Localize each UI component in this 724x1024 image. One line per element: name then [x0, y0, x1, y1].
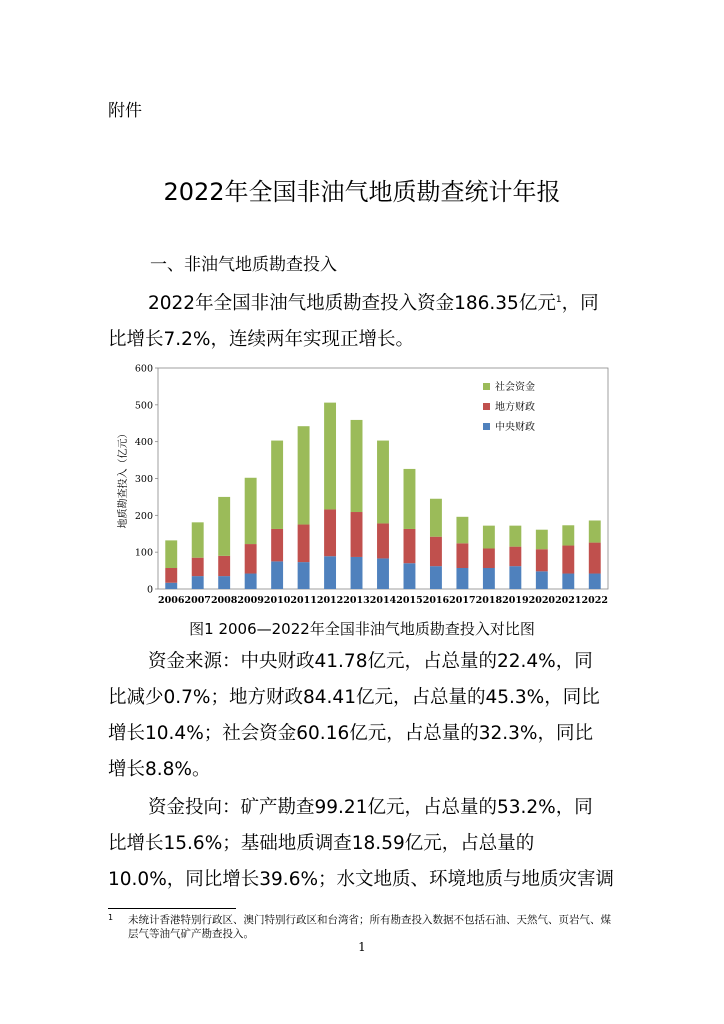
- bar-segment: [324, 403, 336, 510]
- bar-segment: [165, 583, 177, 589]
- bar-segment: [377, 523, 389, 558]
- x-tick-label: 2016: [422, 595, 450, 606]
- y-tick-label: 200: [134, 510, 153, 522]
- bar-segment: [456, 543, 468, 568]
- bar-segment: [271, 529, 283, 561]
- bar-segment: [324, 556, 336, 589]
- paragraph-line: 比减少0.7%；地方财政84.41亿元，占总量的45.3%，同比: [108, 687, 600, 708]
- bar-segment: [165, 568, 177, 583]
- paragraph-line: 比增长15.6%；基础地质调查18.59亿元，占总量的: [108, 833, 535, 854]
- bar-segment: [483, 548, 495, 568]
- bar-segment: [324, 509, 336, 556]
- bar-segment: [430, 499, 442, 537]
- bar-segment: [404, 529, 416, 563]
- section-heading: 一、非油气地质勘查投入: [150, 255, 337, 275]
- bar-segment: [271, 561, 283, 589]
- y-tick-label: 500: [134, 400, 153, 412]
- legend-swatch: [483, 423, 490, 430]
- bar-segment: [218, 556, 230, 576]
- attachment-label: 附件: [108, 101, 142, 121]
- paragraph-line: [108, 282, 616, 322]
- bar-segment: [589, 520, 601, 542]
- bar-segment: [562, 525, 574, 545]
- bar-segment: [271, 441, 283, 529]
- bar-segment: [377, 558, 389, 589]
- paragraph-line: 资金来源：中央财政41.78亿元，占总量的22.4%，同: [148, 651, 593, 672]
- bar-segment: [589, 543, 601, 574]
- bar-segment: [298, 525, 310, 563]
- total-investment-text: 2022年全国非油气地质勘查投入资金186.35亿元: [148, 293, 556, 315]
- footnote: [108, 913, 618, 941]
- figure-caption: 图1 2006—2022年全国非油气地质勘查投入对比图: [189, 620, 535, 638]
- bar-segment: [218, 576, 230, 589]
- bar-segment: [483, 526, 495, 549]
- bar-segment: [430, 566, 442, 589]
- x-tick-label: 2019: [502, 595, 529, 606]
- paragraph-funding-allocation: [108, 790, 616, 898]
- bar-segment: [562, 574, 574, 589]
- x-tick-label: 2020: [528, 595, 556, 606]
- x-tick-label: 2018: [475, 595, 503, 606]
- legend-swatch: [483, 383, 490, 390]
- x-tick-label: 2012: [316, 595, 344, 606]
- footnote-reference: 1: [555, 295, 562, 305]
- y-tick-label: 300: [134, 474, 153, 485]
- x-tick-label: 2009: [237, 595, 264, 606]
- x-tick-label: 2010: [263, 595, 291, 606]
- x-tick-label: 2021: [555, 595, 582, 606]
- bar-segment: [165, 540, 177, 568]
- bar-segment: [509, 566, 521, 589]
- legend-swatch: [483, 403, 490, 410]
- bar-segment: [351, 420, 363, 512]
- paragraph-line: 增长10.4%；社会资金60.16亿元，占总量的32.3%，同比: [108, 723, 594, 744]
- bar-segment: [483, 568, 495, 589]
- bar-segment: [536, 549, 548, 571]
- bar-segment: [218, 497, 230, 556]
- legend-label: 地方财政: [495, 402, 535, 413]
- paragraph-line: 增长8.8%。: [108, 759, 211, 780]
- legend-label: 中央财政: [495, 422, 535, 433]
- bar-segment: [192, 522, 204, 557]
- bar-segment: [298, 562, 310, 589]
- bar-segment: [404, 469, 416, 529]
- bar-segment: [298, 426, 310, 524]
- document-title: 2022年全国非油气地质勘查统计年报: [163, 178, 561, 206]
- bar-segment: [245, 574, 257, 589]
- y-tick-label: 600: [134, 363, 153, 375]
- y-axis-label: 地质勘查投入（亿元）: [118, 428, 129, 529]
- bar-segment: [589, 574, 601, 589]
- paragraph-line: 资金投向：矿产勘查99.21亿元，占总量的53.2%，同: [148, 797, 593, 818]
- y-tick-label: 100: [134, 547, 153, 559]
- footnote-mark: 1: [108, 913, 114, 922]
- x-tick-label: 2007: [184, 595, 211, 606]
- x-tick-label: 2008: [210, 595, 238, 606]
- bar-segment: [192, 576, 204, 589]
- y-tick-label: 400: [134, 437, 153, 449]
- bar-segment: [509, 526, 521, 547]
- x-tick-label: 2011: [290, 595, 317, 606]
- bar-segment: [536, 571, 548, 589]
- bar-segment: [351, 557, 363, 589]
- bar-segment: [351, 512, 363, 557]
- investment-stacked-bar-chart: [110, 362, 615, 614]
- bar-segment: [456, 568, 468, 589]
- bar-segment: [430, 537, 442, 566]
- footnote-separator: [108, 908, 236, 909]
- bar-segment: [245, 544, 257, 573]
- footnote-line: 未统计香港特别行政区、澳门特别行政区和台湾省；所有勘查投入数据不包括石油、天然气、页岩气、煤: [128, 914, 611, 926]
- page-number: 1: [358, 940, 366, 954]
- x-tick-label: 2015: [396, 595, 423, 606]
- paragraph-line: 比增长7.2%，连续两年实现正增长。: [108, 329, 415, 351]
- x-tick-label: 2022: [581, 595, 608, 606]
- x-tick-label: 2017: [449, 595, 476, 606]
- x-tick-label: 2014: [369, 595, 397, 606]
- bar-segment: [404, 563, 416, 589]
- bar-segment: [536, 530, 548, 550]
- bar-segment: [456, 517, 468, 544]
- paragraph-line: 10.0%，同比增长39.6%；水文地质、环境地质与地质灾害调: [108, 869, 615, 890]
- x-tick-label: 2013: [343, 595, 370, 606]
- bar-segment: [245, 478, 257, 544]
- footnote-line: 层气等油气矿产勘查投入。: [128, 928, 254, 940]
- y-tick-label: 0: [146, 584, 153, 596]
- bar-segment: [377, 441, 389, 524]
- paragraph-total-investment: [108, 282, 616, 358]
- total-investment-text-tail: ，同: [561, 293, 599, 315]
- bar-segment: [192, 558, 204, 576]
- legend-label: 社会资金: [495, 382, 535, 393]
- paragraph-funding-sources: [108, 644, 616, 788]
- bar-segment: [509, 547, 521, 567]
- x-tick-label: 2006: [158, 595, 185, 606]
- bar-segment: [562, 546, 574, 574]
